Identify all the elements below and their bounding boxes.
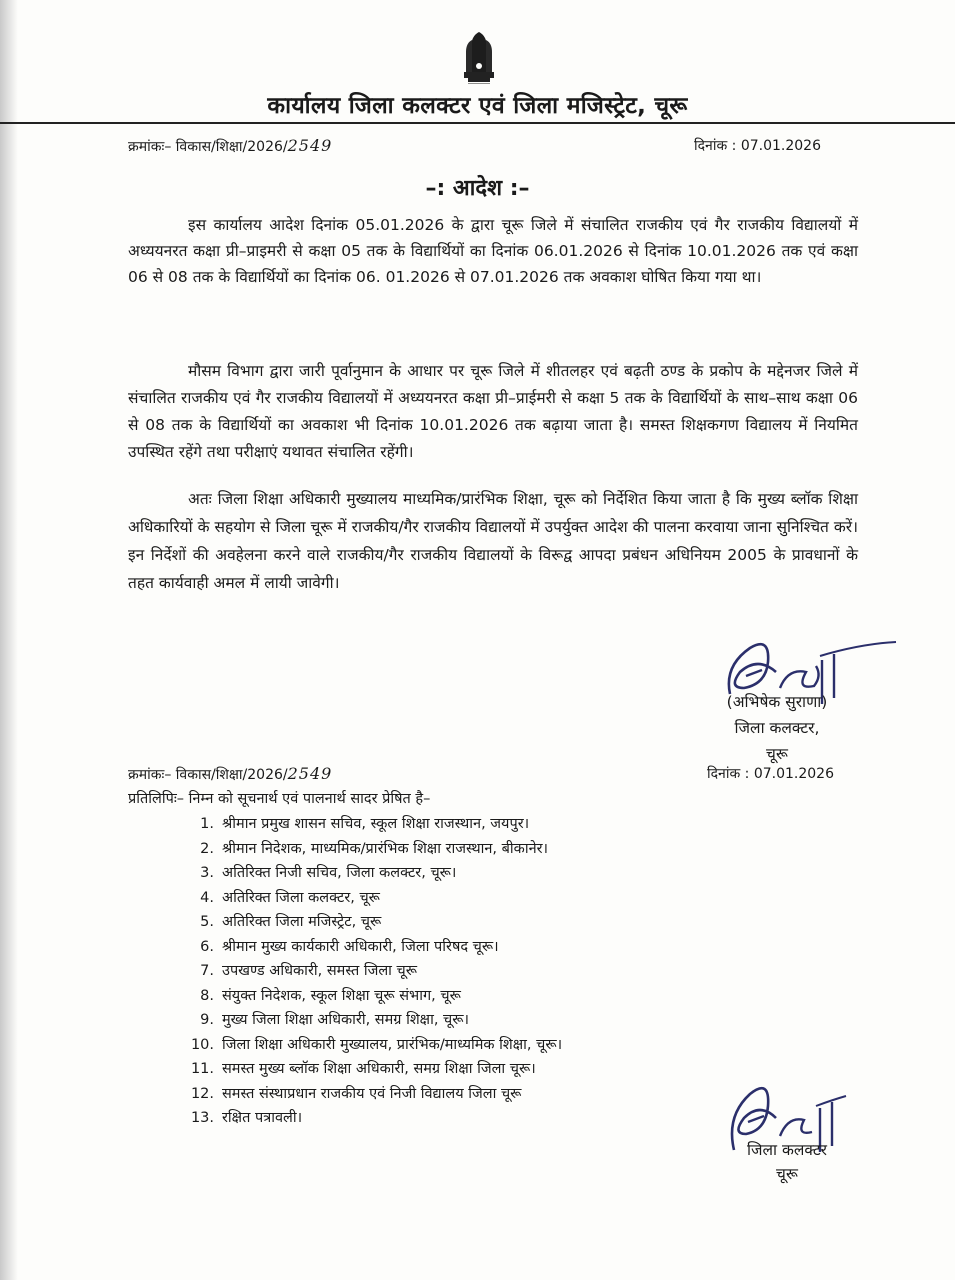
list-item-text: अतिरिक्त जिला कलक्टर, चूरू — [222, 889, 380, 906]
list-item-number: 13. — [190, 1110, 214, 1126]
recipient-list — [186, 812, 562, 1131]
list-item — [186, 1106, 562, 1131]
order-paragraph-3: अतः जिला शिक्षा अधिकारी मुख्यालय माध्यमिक/प्रारंभिक शिक्षा, चूरू को निर्देशित किया जाता है कि मुख्य ब्लॉक शिक्षा अधिकारियों के सहयोग से जिला चूरू में राजकीय/गैर राजकीय विद्यालयों में उपर्युक्त आदेश की पालना करवाया जाना सुनिश्चित करें। इन निर्देशों की अवहेलना करने वाले राजकीय/गैर राजकीय विद्यालयों के विरूद्व आपदा प्रबंधन अधिनियम 2005 के प्रावधानों के तहत कार्यवाही अमल में लायी जावेगी। — [128, 490, 858, 592]
list-item-number: 4. — [200, 889, 214, 906]
list-item-number: 9. — [200, 1012, 214, 1028]
signatory-designation: जिला कलक्टर, — [734, 719, 820, 737]
list-item-number: 2. — [200, 840, 214, 857]
list-item-number: 8. — [200, 987, 214, 1004]
signatory-place: चूरू — [766, 745, 788, 763]
list-item-number: 1. — [200, 816, 214, 832]
list-item-text: श्रीमान प्रमुख शासन सचिव, स्कूल शिक्षा राजस्थान, जयपुर। — [222, 816, 530, 832]
list-item-text: जिला शिक्षा अधिकारी मुख्यालय, प्रारंभिक/माध्यमिक शिक्षा, चूरू। — [222, 1036, 563, 1053]
list-item — [186, 910, 562, 935]
list-item — [186, 886, 562, 911]
list-item-text: समस्त मुख्य ब्लॉक शिक्षा अधिकारी, समग्र शिक्षा जिला चूरू। — [222, 1061, 536, 1077]
order-title: –: आदेश :– — [425, 176, 530, 201]
list-item-text: समस्त संस्थाप्रधान राजकीय एवं निजी विद्यालय जिला चूरू — [222, 1085, 522, 1102]
list-item-text: अतिरिक्त निजी सचिव, जिला कलक्टर, चूरू। — [222, 865, 457, 881]
list-item — [186, 935, 562, 960]
list-item-text: संयुक्त निदेशक, स्कूल शिक्षा चूरू संभाग, चूरू — [222, 987, 461, 1004]
list-item-number: 10. — [190, 1036, 214, 1053]
copy-date: दिनांक : 07.01.2026 — [707, 766, 834, 782]
list-item-text: उपखण्ड अधिकारी, समस्त जिला चूरू — [222, 963, 418, 979]
list-item — [186, 861, 562, 886]
list-item-number: 5. — [200, 914, 214, 930]
list-item-text: श्रीमान निदेशक, माध्यमिक/प्रारंभिक शिक्षा राजस्थान, बीकानेर। — [222, 840, 549, 857]
copy-intro: प्रतिलिपिः– निम्न को सूचनार्थ एवं पालनार्थ सादर प्रेषित है– — [128, 791, 431, 807]
list-item-number: 7. — [200, 963, 214, 979]
list-item — [186, 959, 562, 984]
list-item-text: श्रीमान मुख्य कार्यकारी अधिकारी, जिला परिषद चूरू। — [222, 938, 499, 955]
list-item — [186, 812, 562, 837]
list-item — [186, 1057, 562, 1082]
list-item-text: रक्षित पत्रावली। — [222, 1110, 303, 1126]
list-item — [186, 1033, 562, 1058]
list-item-number: 11. — [190, 1061, 214, 1077]
list-item-text: मुख्य जिला शिक्षा अधिकारी, समग्र शिक्षा, चूरू। — [222, 1012, 470, 1028]
list-item — [186, 1082, 562, 1107]
order-paragraph-2: मौसम विभाग द्वारा जारी पूर्वानुमान के आधार पर चूरू जिले में शीतलहर एवं बढ़ती ठण्ड के प्रकोप के मद्देनजर जिले में संचालित राजकीय एवं गैर राजकीय विद्यालयों में अध्ययनरत कक्षा प्री–प्राईमरी से कक्षा 5 तक के विद्यार्थियों के साथ–साथ कक्षा 06 से 08 तक के विद्यार्थियों का अवकाश भी दिनांक 10.01.2026 तक बढ़ाया जाता है। समस्त शिक्षकगण विद्यालय में नियमित उपस्थित रहेंगे तथा परीक्षाएं यथावत संचालित रहेंगी। — [128, 362, 858, 461]
office-title: कार्यालय जिला कलक्टर एवं जिला मजिस्ट्रेट, चूरू — [267, 93, 688, 119]
reference-prefix: क्रमांकः– विकास/शिक्षा/2026/ — [128, 139, 288, 155]
national-emblem-icon — [458, 26, 500, 88]
copy-reference-handwritten-number: 2549 — [287, 764, 333, 783]
list-item — [186, 837, 562, 862]
reference-number — [128, 136, 332, 156]
list-item-number: 6. — [200, 938, 214, 955]
header-divider — [0, 122, 955, 124]
signatory2-designation: जिला कलक्टर — [747, 1141, 827, 1159]
signatory-name: (अभिषेक सुराणा) — [726, 693, 828, 711]
list-item — [186, 1008, 562, 1033]
list-item-number: 3. — [200, 865, 214, 881]
order-date: दिनांक : 07.01.2026 — [694, 138, 821, 154]
order-paragraph-1: इस कार्यालय आदेश दिनांक 05.01.2026 के द्वारा चूरू जिले में संचालित राजकीय एवं गैर राजकीय विद्यालयों में अध्ययनरत कक्षा प्री–प्राइमरी से कक्षा 05 तक के विद्यार्थियों का दिनांक 06.01.2026 से दिनांक 10.01.2026 तक एवं कक्षा 06 से 08 तक के विद्यार्थियों का दिनांक 06. 01.2026 से 07.01.2026 तक अवकाश घोषित किया गया था। — [128, 216, 858, 286]
list-item-text: अतिरिक्त जिला मजिस्ट्रेट, चूरू — [222, 914, 382, 930]
copy-reference-number — [128, 764, 332, 784]
list-item — [186, 984, 562, 1009]
signatory2-place: चूरू — [776, 1165, 798, 1183]
copy-reference-prefix: क्रमांकः– विकास/शिक्षा/2026/ — [128, 767, 288, 783]
reference-handwritten-number: 2549 — [287, 136, 333, 155]
list-item-number: 12. — [190, 1085, 214, 1102]
